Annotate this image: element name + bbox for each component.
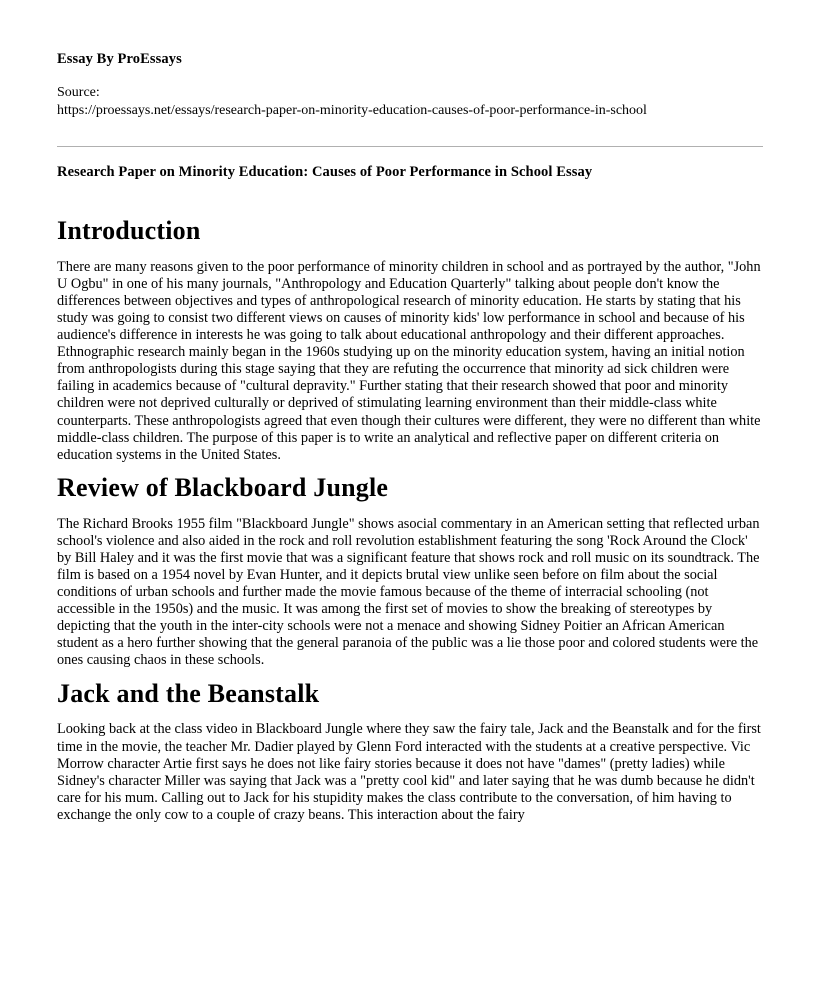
site-name: Essay By ProEssays bbox=[57, 51, 182, 67]
section-heading-review-of-blackboard-jungle: Review of Blackboard Jungle bbox=[57, 472, 389, 502]
section-jack-and-the-beanstalk bbox=[57, 679, 763, 824]
source-label: Source: bbox=[57, 85, 100, 101]
header-divider bbox=[57, 146, 763, 147]
source-url[interactable]: https://proessays.net/essays/research-paper-on-minority-education-causes-of-poor-performance-in-school bbox=[57, 103, 647, 119]
section-paragraph-jack-and-the-beanstalk: Looking back at the class video in Blackboard Jungle where they saw the fairy tale, Jack and the Beanstalk and for the first time in the movie, the teacher Mr. Dadier played by Glenn Ford interacted with the students at a creative perspective. Vic Morrow character Artie first says he does not like fairy stories because it does not have "dames" (pretty ladies) while Sidney's character Miller was saying that Jack was a "pretty cool kid" and later saying that he was dumb because he didn't care for his mum. Calling out to Jack for his stupidity makes the class contribute to the conversation, of him having to exchange the only cow to a couple of crazy beans. This interaction about the fairy bbox=[57, 721, 761, 823]
section-heading-jack-and-the-beanstalk: Jack and the Beanstalk bbox=[57, 678, 320, 708]
page-title: Research Paper on Minority Education: Causes of Poor Performance in School Essay bbox=[57, 163, 593, 180]
section-paragraph-review-of-blackboard-jungle: The Richard Brooks 1955 film "Blackboard Jungle" shows asocial commentary in an American setting that reflected urban school's violence and also aided in the rock and roll revolution establishment featuring the song 'Rock Around the Clock' by Bill Haley and it was the first movie that was a significant feature that shows rock and roll music on its soundtrack. The film is based on a 1954 novel by Evan Hunter, and it depicts brutal view unlike seen before on film about the social conditions of urban schools and further made the movie famous because of the theme of interracial schooling (not accessible in the 1950s) and the music. It was among the first set of movies to show the breaking of stereotypes by depicting that the youth in the inter-city schools were not a menace and showing Sidney Poitier an African American student as a hero further showing that the general paranoia of the public was a lie those poor and colored students were the ones causing chaos in these schools. bbox=[57, 515, 760, 669]
section-heading-introduction: Introduction bbox=[57, 215, 201, 245]
section-review-of-blackboard-jungle bbox=[57, 473, 763, 670]
source-block bbox=[57, 84, 763, 120]
section-introduction bbox=[57, 216, 763, 464]
section-paragraph-introduction: There are many reasons given to the poor performance of minority children in school and as portrayed by the author, "John U Ogbu" in one of his many journals, "Anthropology and Education Quarterly" talking about people don't know the differences between objectives and types of anthropological research of minority education. He starts by stating that his study was going to consist two different views on causes of minority kids' low performance in school and because of his audience's difference in interests he was going to talk about educational anthropology and their different approaches. Ethnographic research mainly began in the 1960s studying up on the minority education system, having an initial notion from anthropologists during this stage saying that they are refuting the occurrence that minority ad sick children were failing in academics because of "cultural depravity." Further stating that their research showed that poor and minority children were not deprived culturally or deprived of stimulating learning environment than their middle-class white counterparts. These anthropologists agreed that even though their cultures were different, they were no different than white middle-class children. The purpose of this paper is to write an analytical and reflective paper on different criteria on education systems in the United States. bbox=[57, 258, 761, 463]
